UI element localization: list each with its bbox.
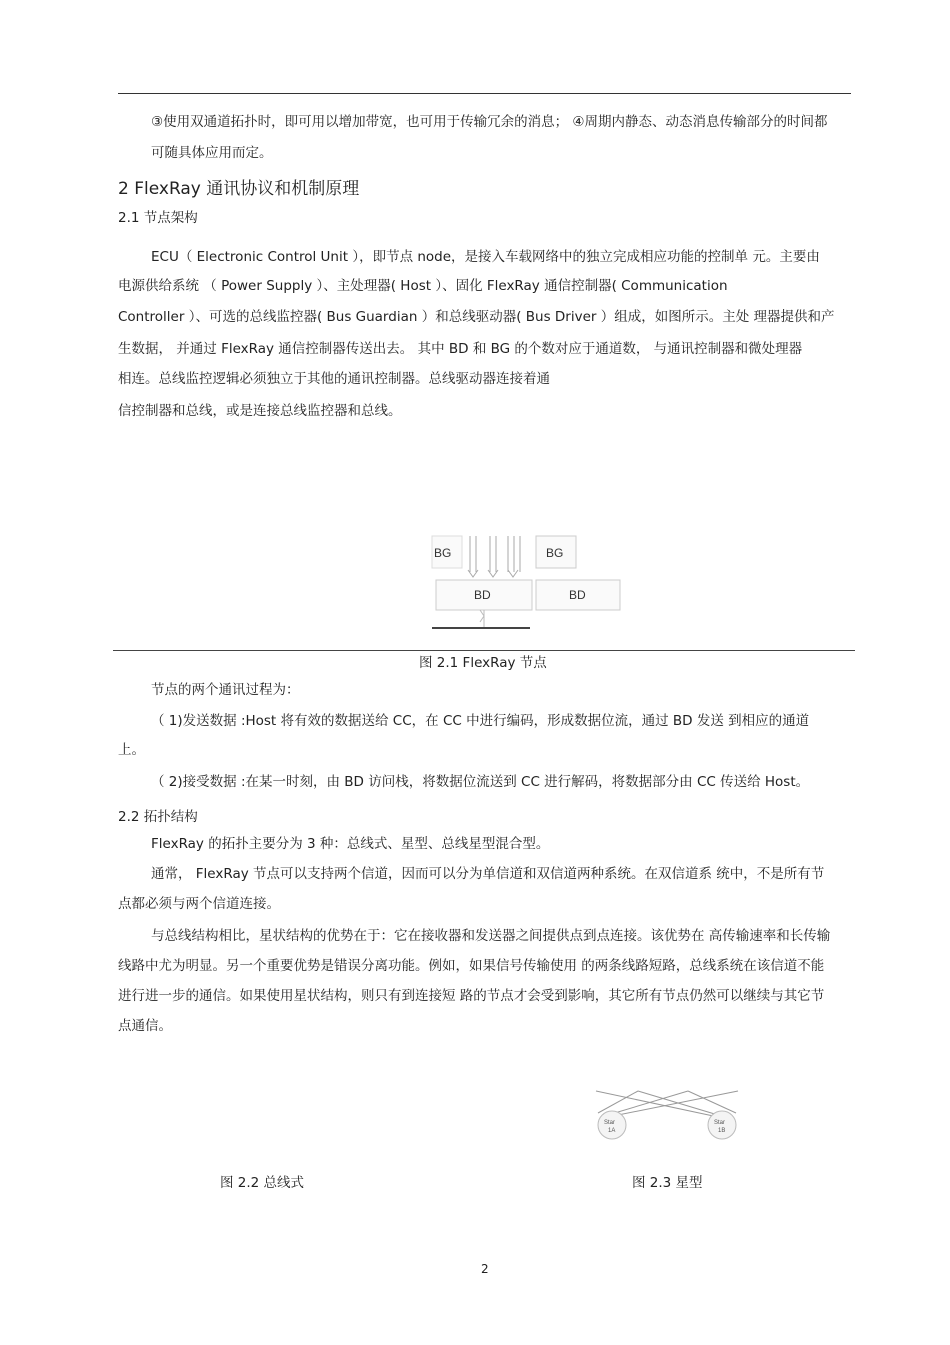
figure-2-3-caption: 图 2.3 星型 bbox=[632, 1175, 703, 1191]
section-heading: 2 FlexRay 通讯协议和机制原理 bbox=[118, 179, 360, 199]
p1-line2: 电源供给系统 （ Power Supply ）、主处理器( Host ）、固化 FlexRay 通信控制器( Communication bbox=[118, 278, 728, 294]
p1-line5: 相连。总线监控逻辑必须独立于其他的通讯控制器。总线驱动器连接着通 bbox=[118, 371, 550, 387]
p1-line6: 信控制器和总线，或是连接总线监控器和总线。 bbox=[118, 403, 402, 419]
p3-line1: （ 1)发送数据 :Host 将有效的数据送给 CC，在 CC 中进行编码，形成数据位流，通过 BD 发送 到相应的通道 bbox=[151, 713, 810, 729]
subsection-heading-2-1: 2.1 节点架构 bbox=[118, 210, 198, 226]
p1-line3: Controller ）、可选的总线监控器( Bus Guardian ）和总线驱动器( Bus Driver ）组成，如图所示。主处 理器提供和产 bbox=[118, 309, 835, 325]
bd-right-label: BD bbox=[569, 588, 586, 602]
star-1a-label1: Star bbox=[604, 1120, 616, 1126]
subsection-heading-2-2: 2.2 拓扑结构 bbox=[118, 809, 198, 825]
p6-line1: 通常， FlexRay 节点可以支持两个信道，因而可以分为单信道和双信道两种系统。在双信道系 统中，不是所有节 bbox=[151, 866, 825, 882]
p7-line4: 点通信。 bbox=[118, 1018, 172, 1034]
para-top-line1: ③使用双通道拓扑时，即可用以增加带宽，也可用于传输冗余的消息； ④周期内静态、动态消息传输部分的时间都 bbox=[151, 114, 828, 130]
p4: （ 2)接受数据 :在某一时刻，由 BD 访问栈，将数据位流送到 CC 进行解码，将数据部分由 CC 传送给 Host。 bbox=[151, 774, 810, 790]
p2: 节点的两个通讯过程为： bbox=[151, 682, 300, 698]
p7-line2: 线路中尤为明显。另一个重要优势是错误分离功能。例如，如果信号传输使用 的两条线路短路，总线系统在该信道不能 bbox=[118, 958, 825, 974]
bg-right-label: BG bbox=[546, 546, 564, 560]
p1-line1: ECU（ Electronic Control Unit ），即节点 node，是接入车载网络中的独立完成相应功能的控制单 元。主要由 bbox=[151, 249, 820, 265]
page-number: 2 bbox=[481, 1262, 489, 1276]
star-1b-label1: Star bbox=[714, 1120, 726, 1126]
p5: FlexRay 的拓扑主要分为 3 种：总线式、星型、总线星型混合型。 bbox=[151, 836, 550, 852]
bus-arrow bbox=[480, 610, 484, 627]
bd-left-label: BD bbox=[474, 588, 491, 602]
flexray-node-figure bbox=[428, 532, 628, 632]
star-1a-label2: 1A bbox=[608, 1128, 616, 1134]
arrows bbox=[468, 536, 520, 577]
p6-line2: 点都必须与两个信道连接。 bbox=[118, 896, 280, 912]
figure-2-2-caption: 图 2.2 总线式 bbox=[220, 1175, 305, 1191]
p7-line1: 与总线结构相比，星状结构的优势在于：它在接收器和发送器之间提供点到点连接。该优势在 高传输速率和长传输 bbox=[151, 928, 831, 944]
para-top-line2: 可随具体应用而定。 bbox=[151, 145, 273, 161]
p7-line3: 进行进一步的通信。如果使用星状结构，则只有到连接短 路的节点才会受到影响，其它所有节点仍然可以继续与其它节 bbox=[118, 988, 825, 1004]
star-1b-label2: 1B bbox=[718, 1128, 726, 1134]
figure-2-1-caption: 图 2.1 FlexRay 节点 bbox=[419, 655, 547, 671]
header-rule bbox=[118, 93, 851, 94]
p1-line4: 生数据， 并通过 FlexRay 通信控制器传送出去。 其中 BD 和 BG 的个数对应于通道数， 与通讯控制器和微处理器 bbox=[118, 341, 803, 357]
p3-line2: 上。 bbox=[118, 742, 145, 758]
star-topology-figure bbox=[588, 1085, 748, 1145]
bg-left-label: BG bbox=[434, 546, 452, 560]
